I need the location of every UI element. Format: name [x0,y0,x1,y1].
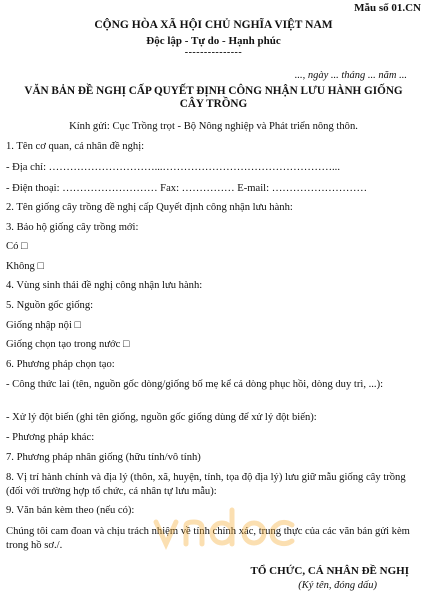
form-number: Mẫu số 01.CN [354,2,421,14]
crossing-formula: - Công thức lai (tên, nguồn gốc dòng/giống bố mẹ kể cả dòng phục hồi, dòng duy trì, ...): [6,379,384,390]
option-imported: Giống nhập nội □ [6,320,81,331]
motto-divider: --------------- [184,47,243,58]
item-6-breeding-method: 6. Phương pháp chọn tạo: [6,359,115,370]
other-method: - Phương pháp khác: [6,432,95,443]
contact-field: - Điện thoại: ……………………… Fax: …………… E-mail: ……………………… [6,183,368,194]
country-heading: CỘNG HÒA XÃ HỘI CHỦ NGHĨA VIỆT NAM [94,19,333,31]
motto: Độc lập - Tự do - Hạnh phúc [146,35,281,47]
vndoc-watermark-logo [150,500,310,560]
document-title-line-1: VĂN BẢN ĐỀ NGHỊ CẤP QUYẾT ĐỊNH CÔNG NHẬN LƯU HÀNH GIỐNG [24,85,403,97]
item-2-variety-name: 2. Tên giống cây trồng đề nghị cấp Quyết định công nhận lưu hành: [6,202,293,213]
document-title-line-2: CÂY TRỒNG [179,98,248,110]
item-8-location: 8. Vị trí hành chính và địa lý (thôn, xã, huyện, tỉnh, tọa độ địa lý) lưu giữ mẫu giống cây trồng (đối với trường hợp tổ chức, cá nhân tự lưu mẫu): [6,472,406,497]
item-5-origin: 5. Nguồn gốc giống: [6,300,94,311]
document-title [0,85,427,111]
item-7-propagation: 7. Phương pháp nhân giống (hữu tính/vô tính) [6,452,201,463]
signature-note: (Ký tên, đóng dấu) [298,580,377,591]
item-3-protection: 3. Bảo hộ giống cây trồng mới: [6,222,139,233]
option-yes: Có □ [6,241,28,252]
item-1-organization: 1. Tên cơ quan, cá nhân đề nghị: [6,141,145,152]
addressee: Kính gửi: Cục Trồng trọt - Bộ Nông nghiệp và Phát triển nông thôn. [69,121,358,132]
date-line: ..., ngày ... tháng ... năm ... [294,70,407,81]
option-domestic: Giống chọn tạo trong nước □ [6,339,130,350]
item-9-attachments: 9. Văn bản kèm theo (nếu có): [6,505,135,516]
signature-title: TỔ CHỨC, CÁ NHÂN ĐỀ NGHỊ [250,565,409,577]
pledge-statement: Chúng tôi cam đoan và chịu trách nhiệm về tính chính xác, trung thực của các văn bản gửi kèm trong hồ sơ./. [6,526,410,551]
option-no: Không □ [6,261,44,272]
mutation-treatment: - Xử lý đột biến (ghi tên giống, nguồn gốc giống dùng để xử lý đột biến): [6,412,317,423]
item-4-ecological-zone: 4. Vùng sinh thái đề nghị công nhận lưu hành: [6,280,203,291]
address-field: - Địa chỉ: …………………………...…………………………………………... [6,162,340,173]
